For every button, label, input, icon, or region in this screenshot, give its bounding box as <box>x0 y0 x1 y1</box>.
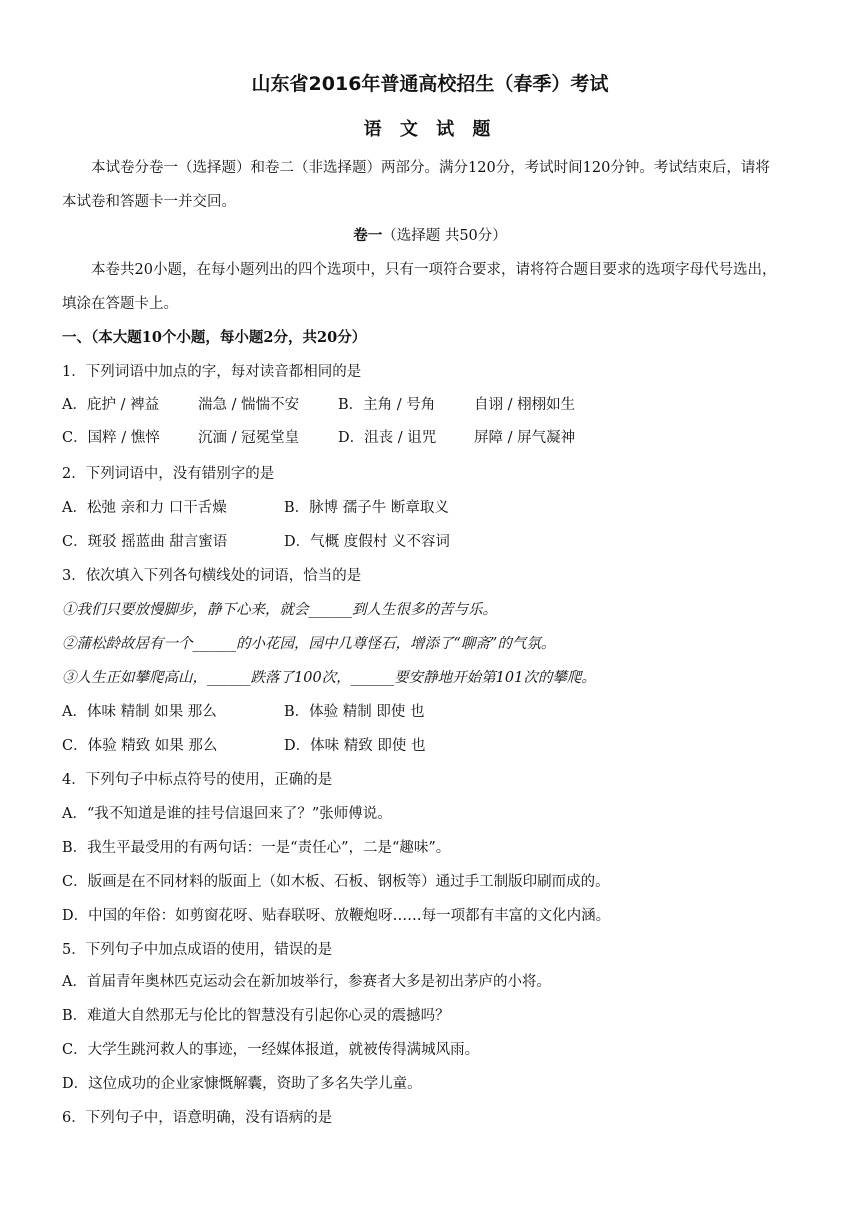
q2-stem: 2．下列词语中，没有错别字的是 <box>62 466 275 482</box>
q3-option-d: D．体味 精致 即使 也 <box>284 738 426 754</box>
q5-option-b: B．难道大自然那无与伦比的智慧没有引起你心灵的震撼吗？ <box>62 1008 450 1024</box>
q4-option-c: C．版画是在不同材料的版面上（如木板、石板、钢板等）通过手工制版印刷而成的。 <box>62 874 610 890</box>
q5-option-a: A．首届青年奥林匹克运动会在新加坡举行，参赛者大多是初出茅庐的小将。 <box>62 974 551 990</box>
q3-options-cd <box>62 736 425 756</box>
q1-option-d: D．沮丧 / 诅咒 <box>338 430 437 446</box>
q5-option-d: D．这位成功的企业家慷慨解囊，资助了多名失学儿童。 <box>62 1076 422 1092</box>
q1-option-b2: 自诩 / 栩栩如生 <box>474 397 576 413</box>
q2-option-c: C．斑驳 摇蓝曲 甜言蜜语 <box>62 534 228 550</box>
section-heading: 一、（本大题10个小题，每小题2分，共20分） <box>62 329 367 346</box>
part1-desc-2: 填涂在答题卡上。 <box>62 296 178 312</box>
q3-stem: 3．依次填入下列各句横线处的词语，恰当的是 <box>62 568 362 584</box>
q3-sentence-2: ②蒲松龄故居有一个______的小花园，园中几尊怪石，增添了“聊斋”的气氛。 <box>62 636 556 652</box>
q2-option-b: B．脉博 孺子牛 断章取义 <box>284 500 449 516</box>
q4-stem: 4．下列句子中标点符号的使用，正确的是 <box>62 772 333 788</box>
q3-sentence-1: ①我们只要放慢脚步，静下心来，就会______到人生很多的苦与乐。 <box>62 602 497 618</box>
q4-option-d: D．中国的年俗：如剪窗花呀、贴春联呀、放鞭炮呀……每一项都有丰富的文化内涵。 <box>62 908 611 924</box>
part1-heading-rest: （选择题 共50分） <box>382 228 507 244</box>
intro-line-1: 本试卷分卷一（选择题）和卷二（非选择题）两部分。满分120分，考试时间120分钟。考试结束后，请将 <box>91 160 770 176</box>
subject-title: 语 文 试 题 <box>363 119 497 140</box>
q1-options-cd <box>62 428 575 448</box>
part1-desc-1: 本卷共20小题，在每小题列出的四个选项中，只有一项符合要求，请将符合题目要求的选项字母代号选出， <box>91 262 777 278</box>
q2-options-ab <box>62 498 449 518</box>
q3-option-a: A．体味 精制 如果 那么 <box>62 704 217 720</box>
part1-heading <box>0 226 860 246</box>
q5-option-c: C．大学生跳河救人的事迹，一经媒体报道，就被传得满城风雨。 <box>62 1042 480 1058</box>
q1-option-c2: 沉湎 / 冠冕堂皇 <box>198 430 300 446</box>
q3-option-c: C．体验 精致 如果 那么 <box>62 738 218 754</box>
q1-stem: 1．下列词语中加点的字，每对读音都相同的是 <box>62 364 362 380</box>
q1-option-a2: 湍急 / 惴惴不安 <box>198 397 300 413</box>
q1-option-d2: 屏障 / 屏气凝神 <box>474 430 576 446</box>
q2-options-cd <box>62 532 450 552</box>
q1-option-a: A．庇护 / 裨益 <box>62 397 160 413</box>
q3-sentence-3: ③人生正如攀爬高山，______跌落了100次，______要安静地开始第101次的攀爬。 <box>62 670 596 686</box>
q1-option-c: C．国粹 / 憔悴 <box>62 430 160 446</box>
q3-option-b: B．体验 精制 即使 也 <box>284 704 425 720</box>
q1-option-b: B．主角 / 号角 <box>338 397 436 413</box>
q1-options-ab <box>62 395 575 415</box>
intro-line-2: 本试卷和答题卡一并交回。 <box>62 194 236 210</box>
part1-heading-bold: 卷一 <box>353 227 383 244</box>
q2-option-a: A．松弛 亲和力 口干舌燥 <box>62 500 227 516</box>
q2-option-d: D．气概 度假村 义不容词 <box>284 534 450 550</box>
q5-stem: 5．下列句子中加点成语的使用，错误的是 <box>62 942 333 958</box>
q4-option-a: A．“我不知道是谁的挂号信退回来了？”张师傅说。 <box>62 806 392 822</box>
q3-options-ab <box>62 702 424 722</box>
q4-option-b: B．我生平最受用的有两句话：一是“责任心”，二是“趣味”。 <box>62 840 451 856</box>
q6-stem: 6．下列句子中，语意明确，没有语病的是 <box>62 1110 333 1126</box>
exam-title: 山东省2016年普通高校招生（春季）考试 <box>251 73 609 95</box>
